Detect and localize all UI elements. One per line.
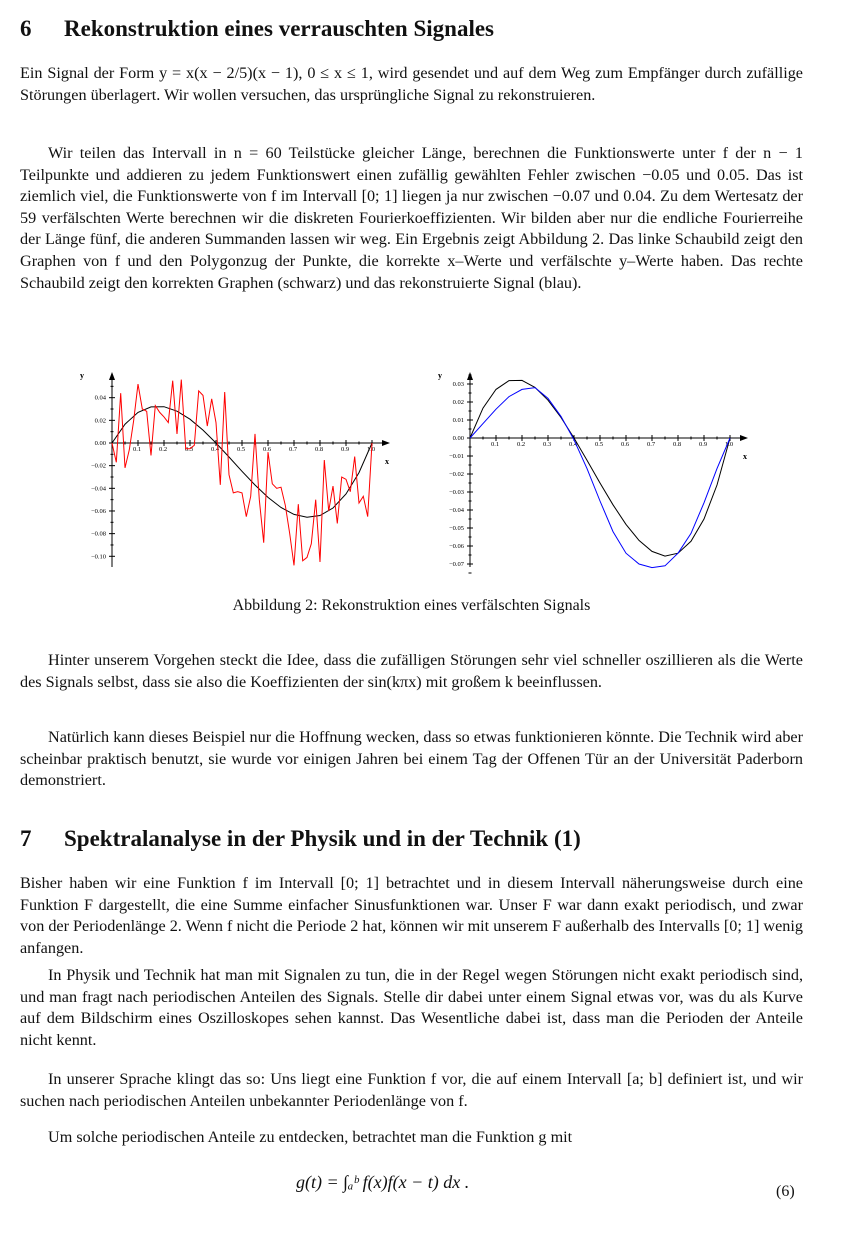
x-tick-label: 0.6 [263,446,272,453]
series-line-0 [470,380,730,556]
paragraph: Ein Signal der Form y = x(x − 2/5)(x − 1), 0 ≤ x ≤ 1, wird gesendet und auf dem Weg zum Empfänger durch zufällige Störungen überlagert. Wir wollen versuchen, das ursprüngliche Signal zu rekonstruieren. [20,64,803,104]
reconstructed-signal-chart [420,360,760,575]
section-number: 6 [20,16,32,41]
equation-number: (6) [776,1183,795,1200]
y-tick-label: 0.03 [452,381,464,388]
y-tick-label: 0.00 [452,435,464,442]
x-tick-label: 1.0 [367,446,376,453]
x-tick-label: 0.1 [491,441,500,448]
y-tick-label: −0.08 [90,530,106,538]
section-title: Spektralanalyse in der Physik und in der Technik (1) [64,826,581,851]
paragraph: In unserer Sprache klingt das so: Uns liegt eine Funktion f vor, die auf einem Intervall [a; b] definiert ist, und wir suchen nach periodischen Anteilen unbekannter Periodenlänge von f. [20,1070,803,1110]
paragraph: Um solche periodischen Anteile zu entdecken, betrachtet man die Funktion g mit [48,1128,573,1146]
y-tick-label: −0.07 [448,561,464,568]
x-axis-label: x [743,452,747,461]
section-6-heading [20,16,494,42]
x-tick-label: 0.9 [699,441,708,448]
y-axis-arrow-icon [109,372,115,380]
noisy-signal-chart [60,360,400,575]
x-tick-label: 0.8 [673,441,682,448]
y-tick-label: 0.02 [452,399,464,406]
x-tick-label: 0.5 [595,441,604,448]
x-axis-label: x [385,457,389,466]
y-tick-label: −0.06 [448,543,464,550]
x-axis-arrow-icon [740,435,748,441]
x-tick-label: 0.5 [237,446,246,453]
y-tick-label: −0.04 [448,507,464,514]
y-tick-label: 0.02 [94,417,106,425]
x-tick-label: 0.2 [517,441,526,448]
x-tick-label: 1.0 [725,441,734,448]
section-7-heading [20,826,581,852]
x-tick-label: 0.2 [159,446,168,453]
x-tick-label: 0.9 [341,446,350,453]
paragraph: In Physik und Technik hat man mit Signalen zu tun, die in der Regel wegen Störungen nicht exakt periodisch sind, und man fragt nach periodischen Anteilen des Signals. Stelle dir dabei unter einem Signal etwas vor, was du als Kurve auf dem Bildschirm eines Oszilloskopes sehen kannst. Das Wesentliche dabei ist, dass man die Perioden der Anteile nicht kennt. [20,966,803,1049]
y-tick-label: 0.04 [94,394,106,402]
y-tick-label: 0.00 [94,440,106,447]
x-tick-label: 0.1 [133,446,142,453]
y-tick-label: −0.03 [448,489,464,496]
x-tick-label: 0.4 [211,446,220,453]
x-axis-arrow-icon [382,440,390,446]
section-number: 7 [20,826,32,851]
y-tick-label: −0.02 [448,471,464,478]
section-title: Rekonstruktion eines verrauschten Signales [64,16,494,41]
equation: g(t) = ∫ₐᵇ f(x)f(x − t) dx . [296,1172,470,1192]
y-axis-arrow-icon [467,372,473,380]
paragraph: Bisher haben wir eine Funktion f im Intervall [0; 1] betrachtet und in diesem Intervall näherungsweise durch eine Funktion F dargestellt, die eine Summe einfacher Sinusfunktionen war. Unser F war dann exakt periodisch, und zwar von der Periodenlänge 2. Wenn f nicht die Periode 2 hat, können wir mit unserem F außerhalb des Intervalls [0; 1] wenig anfangen. [20,874,803,957]
x-tick-label: 0.8 [315,446,324,453]
paragraph: Hinter unserem Vorgehen steckt die Idee, dass die zufälligen Störungen sehr viel schneller oszillieren als die Werte des Signals selbst, dass sie also die Koeffizienten der sin(kπx) mit großem k beeinflussen. [20,651,803,691]
y-tick-label: −0.10 [90,553,106,561]
paragraph: Natürlich kann dieses Beispiel nur die Hoffnung wecken, dass so etwas funktionieren könnte. Die Technik wird aber scheinbar praktisch benutzt, sie wurde vor einigen Jahren bei einem Tag der Offenen Tür an der Universität Paderborn demonstriert. [20,728,803,790]
series-line-1 [112,380,372,566]
x-tick-label: 0.3 [185,446,194,453]
x-tick-label: 0.3 [543,441,552,448]
x-tick-label: 0.7 [289,446,298,453]
y-axis-label: y [80,371,84,380]
y-tick-label: −0.06 [90,507,106,515]
x-tick-label: 0.4 [569,441,578,448]
y-tick-label: −0.04 [90,485,106,493]
x-tick-label: 0.6 [621,441,630,448]
y-tick-label: −0.05 [448,525,464,532]
paragraph: Wir teilen das Intervall in n = 60 Teilstücke gleicher Länge, berechnen die Funktionswerte unter f der n − 1 Teilpunkte und addieren zu jedem Funktionswert einen zufällig gewählten Fehler zwischen −0.05 und 0.05. Das ist ziemlich viel, die Funktionswerte von f im Intervall [0; 1] liegen ja nur zwischen −0.07 und 0.04. Zu dem Wertesatz der 59 verfälschten Werte berechnen wir die diskreten Fourierkoeffizienten. Wir bilden aber nur die endliche Fourierreihe der Länge fünf, die anderen Summanden lassen wir weg. Ein Ergebnis zeigt Abbildung 2. Das linke Schaubild zeigt den Graphen von f und den Polygonzug der Punkte, die korrekte x–Werte und verfälschte y–Werte haben. Das rechte Schaubild zeigt den korrekten Graphen (schwarz) und das rekonstruierte Signal (blau). [20,144,803,292]
y-tick-label: 0.01 [452,417,464,424]
y-tick-label: −0.01 [448,453,464,460]
x-tick-label: 0.7 [647,441,656,448]
y-tick-label: −0.02 [90,462,106,470]
y-axis-label: y [438,371,442,380]
figure-caption: Abbildung 2: Rekonstruktion eines verfälschten Signals [232,597,591,614]
series-line-0 [112,407,372,518]
